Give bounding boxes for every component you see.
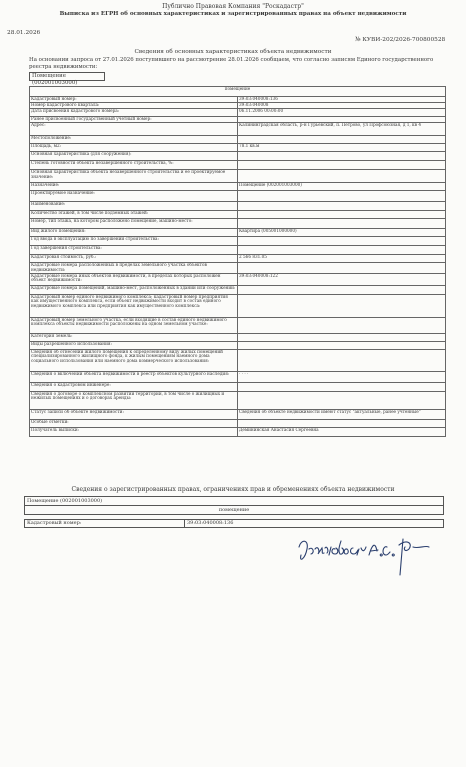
row-label: Вид жилого помещения: [30,229,238,237]
row-label: Номер кадастрового квартала: [30,103,238,109]
row-value [238,285,446,294]
row-value: 39:03:040008:136 [238,97,446,103]
row-label: Кадастровые номера расположенных в пределах земельного участка объектов недвижимости: [30,263,238,274]
row-value [238,382,446,391]
signature [295,535,455,579]
request-text: На основании запроса от 27.01.2026 поступившего на рассмотрение 28.01.2026 сообщаем, что согласно записям Единого государственного реестра недвижимости: [29,57,434,70]
table-row [30,183,446,191]
characteristics-table [29,86,446,437]
row-label: Площадь, м2: [30,144,238,152]
row-value [238,237,446,246]
row-label: Местоположение: [30,136,238,144]
row-label: Ранее присвоенный государственный учетный номер: [30,117,238,123]
table-row [30,136,446,144]
row-label: Кадастровый номер единого недвижимого комплекса; кадастровый номер предприятия как имущественного комплекса, если объект недвижимости входит в состав единого недвижимого комплекса или предприятия как имущественного комплекса: [30,294,238,317]
row-value [238,219,446,229]
table-row [30,263,446,274]
table-row [30,219,446,229]
row-value [238,349,446,371]
row-value [238,170,446,183]
row-label: Степень готовности объекта незавершенного строительства, %: [30,161,238,170]
row-value: Калининградская область, р-н Гурьевский, п. Петрово, ул Профсоюзная, д 1, кв 4 [238,123,446,136]
table-row [30,229,446,237]
row-value [238,391,446,409]
row-value: 06.11.2006 00:00:00 [238,109,446,117]
row-value [238,136,446,144]
row-label: Кадастровый номер: [30,97,238,103]
row-label: Статус записи об объекте недвижимости: [30,409,238,419]
row-value: Демининская Анастасия Сергеевна [238,427,446,436]
row-value [238,152,446,161]
row-label: Количество этажей, в том числе подземных этажей: [30,211,238,219]
row-label: Особые отметки: [30,419,238,427]
object-type-box: Помещение (002001003000) [29,72,105,81]
row-value [238,191,446,202]
table-row [30,109,446,117]
row-label: Категория земель: [30,333,238,341]
table-row [30,144,446,152]
row-label: Получатель выписки: [30,427,238,436]
table-row [30,371,446,382]
row-value [238,246,446,255]
table-row [30,237,446,246]
document-title: Выписка из ЕГРН об основных характеристиках и зарегистрированных правах на объект недвижимости [59,11,407,17]
row-value: Квартира (005001000000) [238,229,446,237]
table-row [30,123,446,136]
row-label: Год ввода в эксплуатацию по завершении строительства: [30,237,238,246]
row-label: Кадастровые номера иных объектов недвижимости, в пределах которых расположен объект недвижимости: [30,273,238,285]
row-value: · · · · [238,371,446,382]
rights-cad-table [24,519,444,528]
row-label: Проектируемое назначение: [30,191,238,202]
table-title-row [30,87,446,97]
row-value [238,211,446,219]
table-row [30,419,446,427]
table-row [30,161,446,170]
row-value: 2 566 831.05 [238,255,446,263]
table-row [30,273,446,285]
row-value [238,317,446,333]
row-label: Кадастровые номера помещений, машино-мест, расположенных в здании или сооружении: [30,285,238,294]
row-label: Основная характеристика (для сооружения): [30,152,238,161]
row-label: Сведения о включении объекта недвижимости в реестр объектов культурного наследия: [30,371,238,382]
table-row [30,246,446,255]
table-row [30,409,446,419]
table-title: помещение [30,87,446,97]
row-value [238,161,446,170]
table-row [30,285,446,294]
table-row [30,255,446,263]
row-value [238,419,446,427]
row-label: Виды разрешенного использования: [30,341,238,349]
row-label: Кадастровый номер земельного участка, если входящие в состав единого недвижимого комплекса объекты недвижимости расположены на одном земельном участке: [30,317,238,333]
table-row [30,427,446,436]
rights-object-type: Помещение (002001003000) [25,497,444,506]
table-row [30,170,446,183]
rights-cad-value: 39:03:040008:136 [185,520,444,528]
row-label: Основная характеристика объекта незавершенного строительства и ее проектируемое значение: [30,170,238,183]
table-row [30,294,446,317]
company-name: Публично Правовая Компания "Роскадастр" [162,3,304,10]
row-value [238,263,446,274]
row-value: 39:03:040008 [238,103,446,109]
row-label: Сведения о договоре о комплексном развитии территории, в том числе о жилищных и нежилых помещениях и о договорах аренды: [30,391,238,409]
table-row [30,317,446,333]
row-label: Наименование: [30,202,238,211]
rights-section-title: Сведения о зарегистрированных правах, ограничениях прав и обременениях объекта недвижимости [71,486,395,493]
row-value: Помещение (002001003000) [238,183,446,191]
table-row [30,349,446,371]
row-label: Адрес: [30,123,238,136]
table-row [30,202,446,211]
document-number: № КУВИ-202/2026-700800528 [355,37,446,43]
table-row [30,191,446,202]
rights-title: помещение [25,506,444,515]
row-value: 78.1 кв.м [238,144,446,152]
table-row [30,152,446,161]
row-label: Кадастровая стоимость, руб.: [30,255,238,263]
row-value [238,202,446,211]
row-value [238,294,446,317]
row-label: Дата присвоения кадастрового номера: [30,109,238,117]
document-date: 28.01.2026 [7,30,41,36]
section-title: Сведения об основных характеристиках объекта недвижимости [134,49,332,55]
table-row [30,341,446,349]
table-row [30,211,446,219]
row-label: Сведения об отнесении жилого помещения к определенному виду жилых помещений специализированного жилищного фонда, к жилым помещениям наемного дома социального использования или наемного дома коммерческого использования: [30,349,238,371]
row-label: Сведения о кадастровом инженере: [30,382,238,391]
row-value [238,333,446,341]
table-row [30,391,446,409]
row-label: Год завершения строительства: [30,246,238,255]
row-value [238,341,446,349]
rights-cad-label: Кадастровый номер: [25,520,185,528]
rights-table [24,496,444,515]
row-value: 39:03:040008:122 [238,273,446,285]
row-value: Сведения об объекте недвижимости имеют статус "актуальные, ранее учтенные" [238,409,446,419]
table-row [30,382,446,391]
row-label: Назначение: [30,183,238,191]
row-label: Номер, тип этажа, на котором расположено помещение, машино-место: [30,219,238,229]
table-row [30,333,446,341]
